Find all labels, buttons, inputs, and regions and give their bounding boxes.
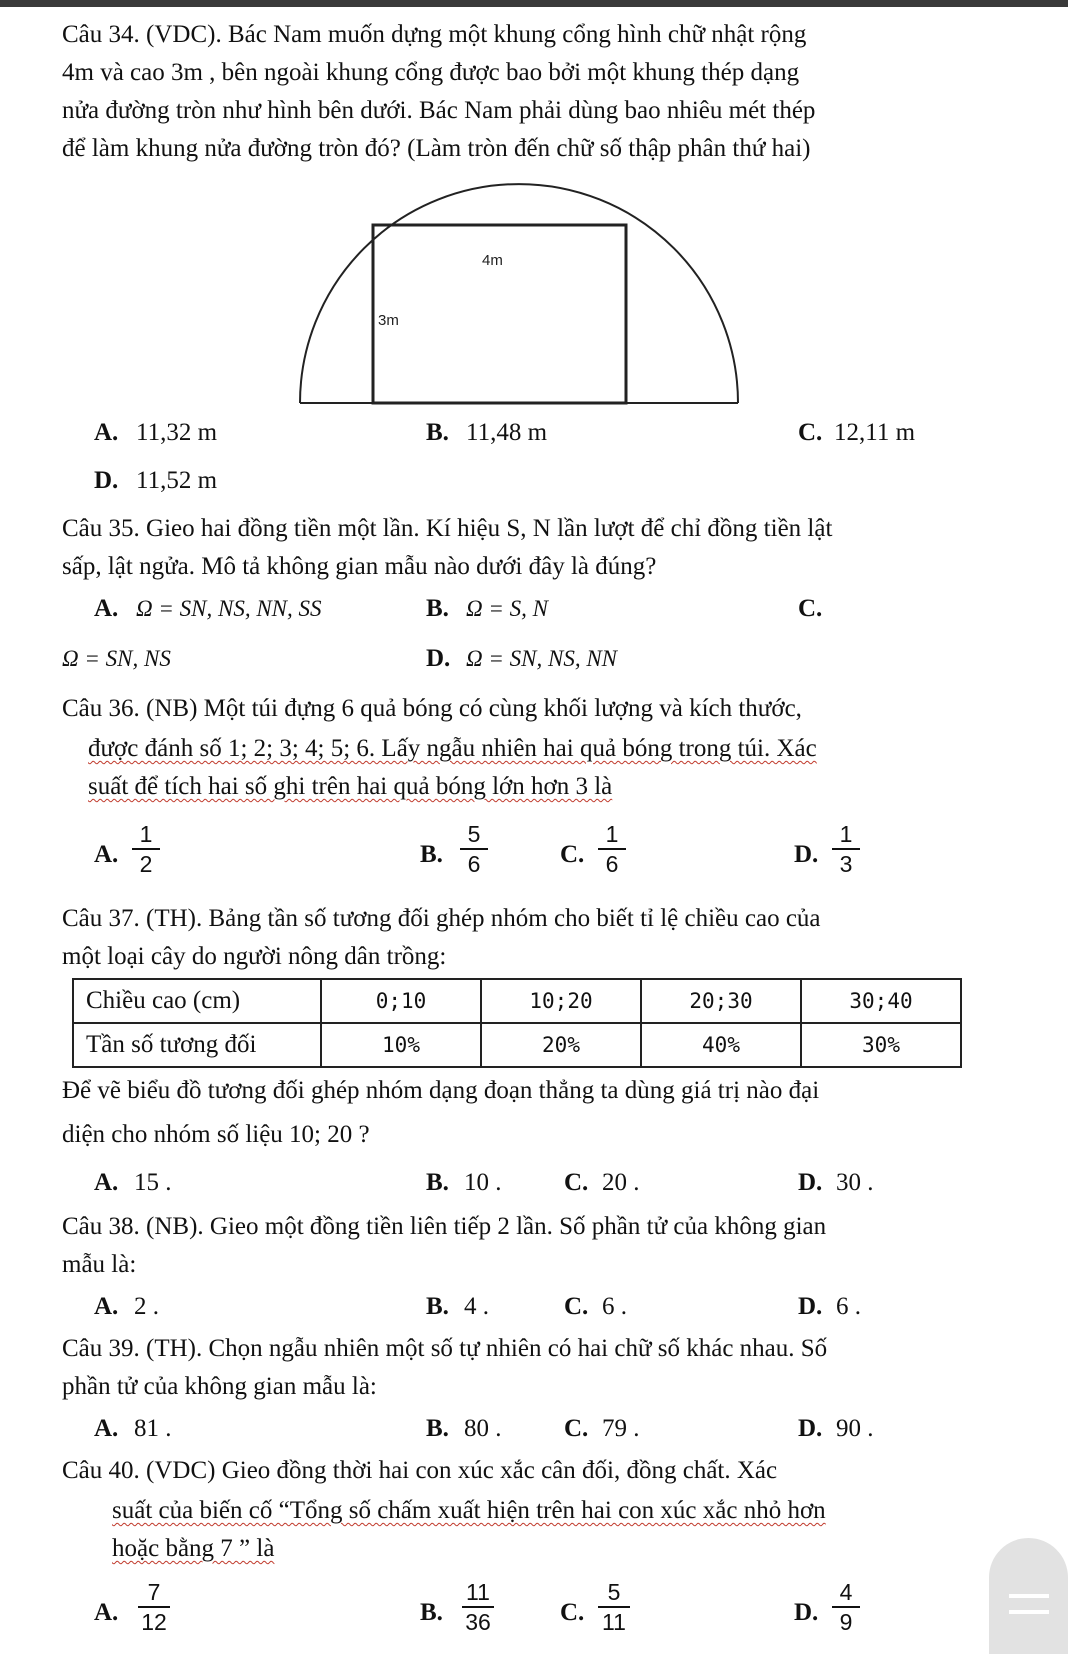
q38-option-c: 6 . <box>602 1293 627 1320</box>
numerator: 5 <box>607 1579 621 1605</box>
table-header-frequency: Tần số tương đối <box>73 1023 321 1067</box>
q34-letter-a: A. <box>94 419 119 446</box>
semicircle-arc <box>300 184 738 403</box>
q39-letter-a: A. <box>94 1415 119 1442</box>
q37-option-b: 10 . <box>464 1169 502 1196</box>
q37-letter-b: B. <box>426 1169 449 1196</box>
denominator: 12 <box>141 1609 167 1635</box>
q40-letter-b: B. <box>420 1599 443 1626</box>
q37-after-line-2: diện cho nhóm số liệu 10; 20 ? <box>62 1121 370 1148</box>
q34-option-b: 11,48 m <box>466 419 548 446</box>
q38-letter-a: A. <box>94 1293 119 1320</box>
q36-line-3: suất để tích hai số ghi trên hai quả bóng lớn hơn 3 là <box>88 773 613 800</box>
numerator: 11 <box>466 1579 490 1605</box>
menu-icon-line <box>1009 1610 1049 1614</box>
q38-option-d: 6 . <box>836 1293 861 1320</box>
q38-line-1: Câu 38. (NB). Gieo một đồng tiền liên tiếp 2 lần. Số phần tử của không gian <box>62 1213 827 1240</box>
q37-letter-c: C. <box>564 1169 589 1196</box>
q38-letter-d: D. <box>798 1293 823 1320</box>
q37-option-c: 20 . <box>602 1169 640 1196</box>
q40-letter-d: D. <box>794 1599 819 1626</box>
q34-letter-b: B. <box>426 419 449 446</box>
q39-option-c: 79 . <box>602 1415 640 1442</box>
numerator: 1 <box>839 821 853 847</box>
denominator: 11 <box>602 1609 626 1635</box>
q34-line-1: Câu 34. (VDC). Bác Nam muốn dựng một khung cổng hình chữ nhật rộng <box>62 21 807 48</box>
q34-letter-d: D. <box>94 467 119 494</box>
q36-letter-d: D. <box>794 841 819 868</box>
table-cell: 30% <box>801 1023 961 1067</box>
table-row <box>73 979 961 1023</box>
q37-line-2: một loại cây do người nông dân trồng: <box>62 943 447 970</box>
menu-icon <box>1009 1594 1049 1598</box>
q39-letter-c: C. <box>564 1415 589 1442</box>
q39-option-b: 80 . <box>464 1415 502 1442</box>
width-label: 4m <box>482 252 503 269</box>
denominator: 6 <box>467 851 481 877</box>
q34-option-d: 11,52 m <box>136 467 218 494</box>
top-bar <box>0 0 1068 7</box>
q38-line-2: mẫu là: <box>62 1251 137 1278</box>
q37-letter-a: A. <box>94 1169 119 1196</box>
table-header-height: Chiều cao (cm) <box>73 979 321 1023</box>
q35-letter-d: D. <box>426 645 451 672</box>
denominator: 36 <box>465 1609 491 1635</box>
q36-fraction-c <box>592 820 632 878</box>
q37-after-line-1: Để vẽ biểu đồ tương đối ghép nhóm dạng đoạn thẳng ta dùng giá trị nào đại <box>62 1077 820 1104</box>
menu-button[interactable] <box>989 1538 1068 1654</box>
q38-letter-b: B. <box>426 1293 449 1320</box>
q37-letter-d: D. <box>798 1169 823 1196</box>
table-cell: 40% <box>641 1023 801 1067</box>
numerator: 7 <box>147 1579 161 1605</box>
q38-letter-c: C. <box>564 1293 589 1320</box>
q40-line-2: suất của biến cố “Tổng số chấm xuất hiện trên hai con xúc xắc nhỏ hơn <box>112 1497 826 1524</box>
q35-line-2: sấp, lật ngửa. Mô tả không gian mẫu nào dưới đây là đúng? <box>62 553 657 580</box>
denominator: 9 <box>839 1609 853 1635</box>
q34-line-4: để làm khung nửa đường tròn đó? (Làm tròn đến chữ số thập phân thứ hai) <box>62 135 811 162</box>
table-cell: 20;30 <box>641 979 801 1023</box>
q38-option-a: 2 . <box>134 1293 159 1320</box>
table-cell: 10;20 <box>481 979 641 1023</box>
q36-line-2: được đánh số 1; 2; 3; 4; 5; 6. Lấy ngẫu nhiên hai quả bóng trong túi. Xác <box>88 735 817 762</box>
q40-fraction-b <box>456 1578 500 1636</box>
frequency-table <box>72 978 962 1068</box>
q40-fraction-a <box>132 1578 176 1636</box>
table-cell: 20% <box>481 1023 641 1067</box>
denominator: 6 <box>605 851 619 877</box>
q37-line-1: Câu 37. (TH). Bảng tần số tương đối ghép nhóm cho biết tỉ lệ chiều cao của <box>62 905 821 932</box>
table-cell: 30;40 <box>801 979 961 1023</box>
table-cell: 0;10 <box>321 979 481 1023</box>
numerator: 5 <box>467 821 481 847</box>
q35-option-c: Ω = SN, NS <box>62 646 171 671</box>
q39-letter-d: D. <box>798 1415 823 1442</box>
q36-letter-c: C. <box>560 841 585 868</box>
q36-fraction-d <box>826 820 866 878</box>
numerator: 4 <box>839 1579 853 1605</box>
q39-line-1: Câu 39. (TH). Chọn ngẫu nhiên một số tự nhiên có hai chữ số khác nhau. Số <box>62 1335 828 1362</box>
q40-letter-c: C. <box>560 1599 585 1626</box>
q34-line-3: nửa đường tròn như hình bên dưới. Bác Nam phải dùng bao nhiêu mét thép <box>62 97 816 124</box>
q39-letter-b: B. <box>426 1415 449 1442</box>
q36-fraction-a <box>126 820 166 878</box>
q35-option-a: Ω = SN, NS, NN, SS <box>136 596 322 621</box>
q40-line-3: hoặc bằng 7 ” là <box>112 1535 275 1562</box>
q35-letter-c: C. <box>798 595 823 622</box>
q36-letter-b: B. <box>420 841 443 868</box>
q36-letter-a: A. <box>94 841 119 868</box>
table-row <box>73 1023 961 1067</box>
q40-fraction-c <box>592 1578 636 1636</box>
q35-option-b: Ω = S, N <box>466 596 548 621</box>
q36-line-1: Câu 36. (NB) Một túi đựng 6 quả bóng có cùng khối lượng và kích thước, <box>62 695 802 722</box>
q35-line-1: Câu 35. Gieo hai đồng tiền một lần. Kí hiệu S, N lần lượt để chỉ đồng tiền lật <box>62 515 833 542</box>
height-label: 3m <box>378 312 399 329</box>
gate-figure <box>290 175 750 410</box>
q39-option-d: 90 . <box>836 1415 874 1442</box>
q39-line-2: phần tử của không gian mẫu là: <box>62 1373 377 1400</box>
table-cell: 10% <box>321 1023 481 1067</box>
q40-fraction-d <box>826 1578 866 1636</box>
q37-option-a: 15 . <box>134 1169 172 1196</box>
q35-letter-b: B. <box>426 595 449 622</box>
q35-letter-a: A. <box>94 595 119 622</box>
denominator: 2 <box>139 851 153 877</box>
q35-option-d: Ω = SN, NS, NN <box>466 646 618 671</box>
q40-line-1: Câu 40. (VDC) Gieo đồng thời hai con xúc xắc cân đối, đồng chất. Xác <box>62 1457 778 1484</box>
q34-option-c: 12,11 m <box>834 419 916 446</box>
denominator: 3 <box>839 851 853 877</box>
q34-option-a: 11,32 m <box>136 419 218 446</box>
q39-option-a: 81 . <box>134 1415 172 1442</box>
q38-option-b: 4 . <box>464 1293 489 1320</box>
q34-line-2: 4m và cao 3m , bên ngoài khung cổng được bao bởi một khung thép dạng <box>62 59 800 86</box>
q36-fraction-b <box>454 820 494 878</box>
q37-option-d: 30 . <box>836 1169 874 1196</box>
numerator: 1 <box>139 821 153 847</box>
numerator: 1 <box>605 821 619 847</box>
q40-letter-a: A. <box>94 1599 119 1626</box>
q34-letter-c: C. <box>798 419 823 446</box>
